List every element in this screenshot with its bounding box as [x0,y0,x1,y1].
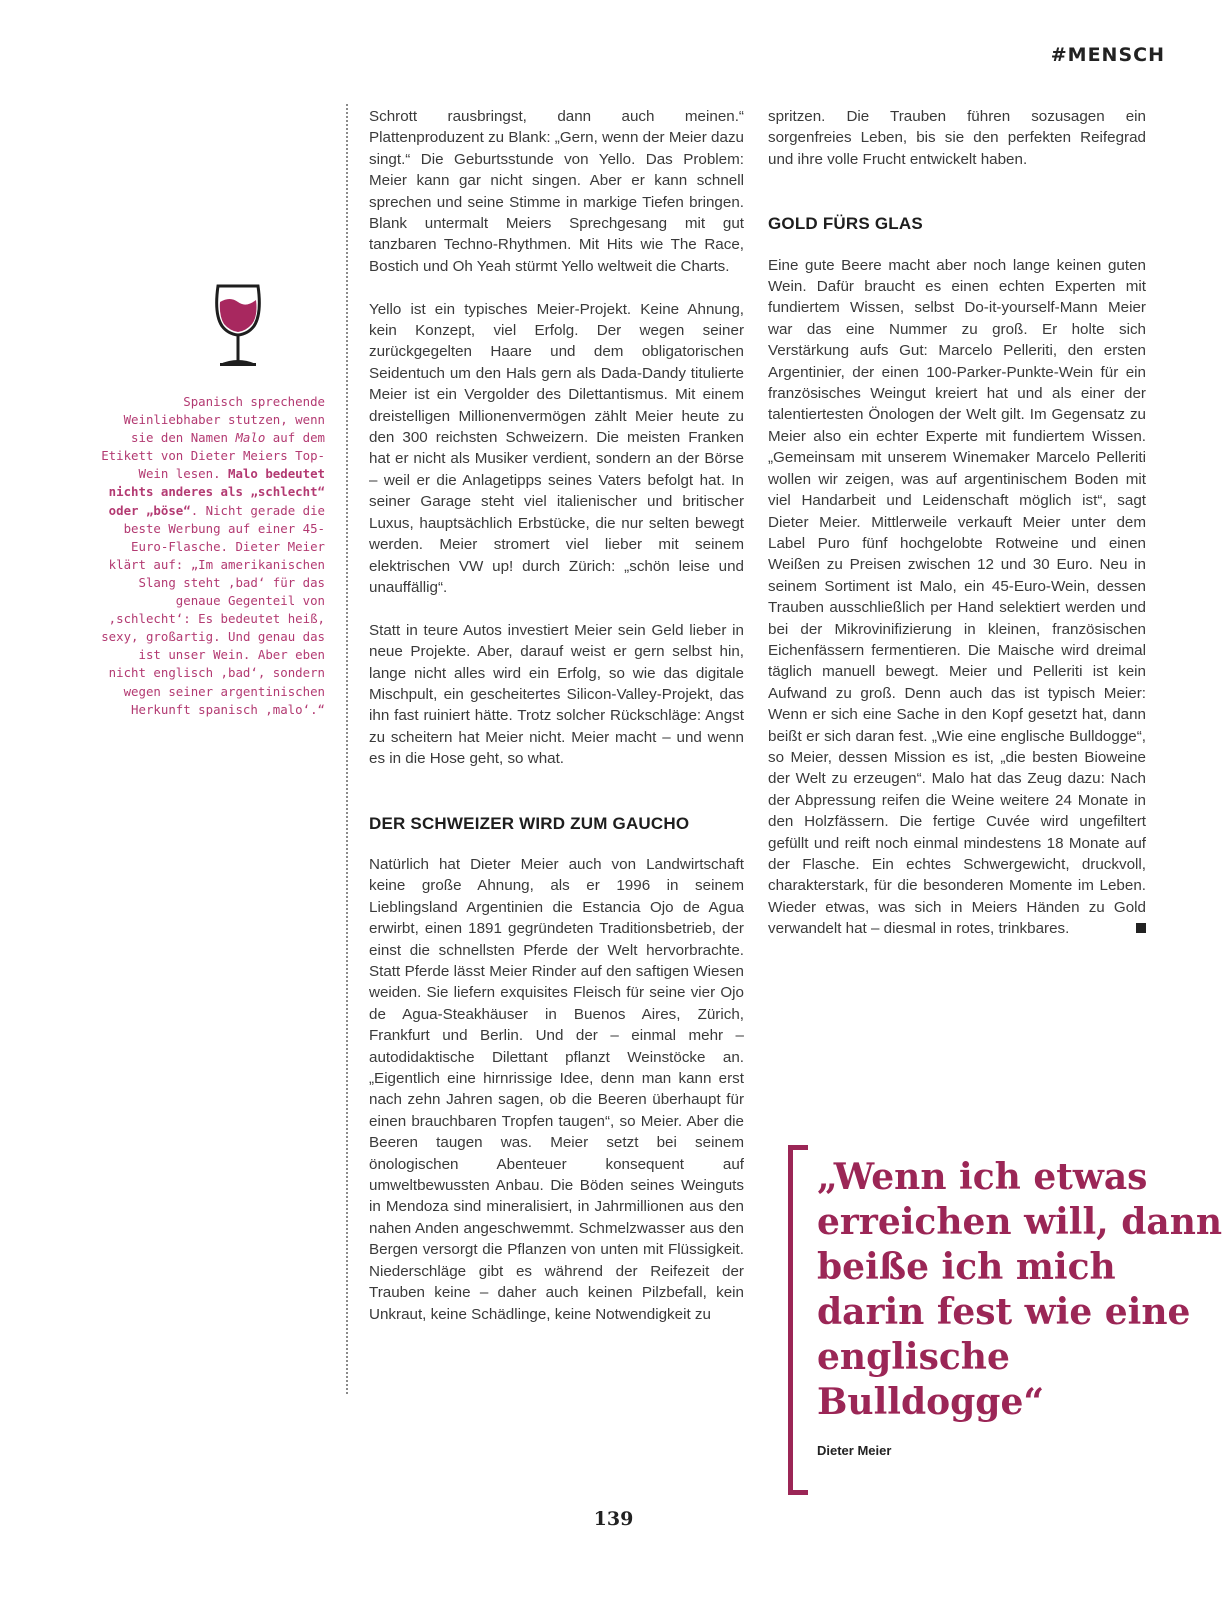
subheading: GOLD FÜRS GLAS [768,214,923,234]
subheading: DER SCHWEIZER WIRD ZUM GAUCHO [369,813,690,833]
pull-quote-text: „Wenn ich etwas erreichen will, dann beiße ich mich darin fest wie eine englische Bulldogge“ [817,1156,1223,1423]
pull-quote-author: Dieter Meier [817,1443,892,1458]
paragraph: Eine gute Beere macht aber noch lange keinen guten Wein. Dafür braucht es einen echten Experten mit fundiertem Wissen, selbst Do-it-yourself-Mann Meier war das eine Nummer zu groß. Er holte sich Verstärkung aufs Gut: Marcelo Pelleriti, den ersten Argentinier, der einen 100-Parker-Punkte-Wein für ein französisches Weingut kreiert hat und als einer der talentiertesten Önologen der Welt gilt. Im Gegensatz zu Meier also ein echter Experte mit fundiertem Wissen. „Gemeinsam mit unserem Winemaker Marcelo Pelleriti wollen wir zeigen, was auf argentinischem Boden mit viel Handarbeit und Leidenschaft möglich ist“, sagt Dieter Meier. Mittlerweile verkauft Meier unter dem Label Puro fünf hochgelobte Rotweine und einen Weißen zu Preisen zwischen 12 und 30 Euro. Neu in seinem Sortiment ist Malo, ein 45-Euro-Wein, dessen Trauben ausschließlich per Hand selektiert werden und bei der Mikrovinifizierung in kleinen, französischen Eichenfässern fermentieren. Die Maische wird dreimal täglich manuell bewegt. Meier und Pelleriti ist kein Aufwand zu groß. Denn auch das ist typisch Meier: Wenn er sich eine Sache in den Kopf gesetzt hat, dann beißt er sich daran fest. „Wie eine englische Bulldogge“, so Meier, dessen Mission es ist, „die besten Bioweine der Welt zu erzeugen“. Malo hat das Zeug dazu: Nach der Abpressung reifen die Weine weitere 24 Monate in den Holzfässern. Die fertige Cuvée wird ungefiltert gefüllt und reift noch einmal mindestens 18 Monate auf der Flasche. Ein echtes Schwergewicht, druckvoll, charakterstark, für die besonderen Momente im Leben. Wieder etwas, was sich in Meiers Händen zu Gold verwandelt hat – diesmal in rotes, trinkbares. [768,256,1146,938]
sidebar-text: Spanisch sprechende Weinliebhaber stutzen, wenn sie den Namen Malo auf dem Etikett von Dieter Meiers Top-Wein lesen. Malo bedeutet nichts anderes als „schlecht“ oder „böse“. Nicht gerade die beste Werbung auf einer 45-Euro-Flasche. Dieter Meier klärt auf: „Im amerikanischen Slang steht ‚bad‘ für das genaue Gegenteil von ‚schlecht‘: Es bedeutet heiß, sexy, großartig. Und genau das ist unser Wein. Aber eben nicht englisch ‚bad‘, sondern wegen seiner argentinischen Herkunft spanisch ‚malo‘.“ [101,394,325,717]
paragraph: Yello ist ein typisches Meier-Projekt. Keine Ahnung, kein Konzept, viel Erfolg. Der wegen seiner zurückgegelten Haare und dem obligatorischen Seidentuch um den Hals gern als Dada-Dandy titulierte Meier ist ein Vergolder des Dilettantismus. Mit einem dreistelligen Millionenvermögen zählt Meier heute zu den 300 reichsten Schweizern. Die meisten Franken hat er nicht als Musiker verdient, sondern an der Börse – weil er die Anlagetipps seines Vaters befolgt hat. In seiner Garage steht viel italienischer und britischer Luxus, hauptsächlich Erbstücke, die nur selten bewegt werden. Meier stromert viel lieber mit seinem elektrischen VW up! durch Zürich: „schön leise und unauffällig“. [369,300,744,596]
paragraph: spritzen. Die Trauben führen sozusagen ein sorgenfreies Leben, bis sie den perfekten Reifegrad und ihre volle Frucht entwickelt haben. [768,108,1146,168]
column-divider [346,104,348,1394]
sidebar-note [100,393,325,719]
wine-glass-icon [212,284,264,368]
paragraph: Schrott rausbringst, dann auch meinen.“ Plattenproduzent zu Blank: „Gern, wenn der Meier dazu singt.“ Die Geburtsstunde von Yello. Das Problem: Meier kann gar nicht singen. Aber er kann schnell sprechen und seine Stimme in markige Tiefen bringen. Blank untermalt Meiers Sprechgesang mit gut tanzbaren Techno-Rhythmen. Mit Hits wie The Race, Bostich und Oh Yeah stürmt Yello weltweit die Charts. [369,108,744,275]
middle-column [369,106,744,1325]
end-square-icon [1136,923,1146,933]
pull-quote [788,1145,1227,1495]
paragraph: Natürlich hat Dieter Meier auch von Landwirtschaft keine große Ahnung, als er 1996 in seinem Lieblingsland Argentinien die Estancia Ojo de Agua erwirbt, einen 1891 gegründeten Traditionsbetrieb, der einst die schnellsten Pferde der Welt hervorbrachte. Statt Pferde lässt Meier Rinder auf den saftigen Wiesen weiden. Sie liefern exquisites Fleisch für seine vier Ojo de Agua-Steakhäuser in Buenos Aires, Zürich, Frankfurt und Berlin. Und der – einmal mehr – autodidaktische Dilettant pflanzt Weinstöcke an. „Eigentlich eine hirnrissige Idee, denn man kann erst nach zehn Jahren sagen, ob die Beeren überhaupt für einen brauchbaren Tropfen taugen“, so Meier. Aber die Beeren taugen was. Meier setzt bei seinem önologischen Abenteuer konsequent auf umweltbewussten Anbau. Die Böden seines Weinguts in Mendoza sind mineralisiert, in Jahrmillionen aus den nahen Anden angeschwemmt. Schmelzwasser aus den Bergen versorgt die Pflanzen von unten mit Flüssigkeit. Niederschläge gibt es während der Reifezeit der Trauben keine – daher auch keinen Pilzbefall, kein Unkraut, keine Schädlinge, keine Notwendigkeit zu [369,855,744,1323]
paragraph: Statt in teure Autos investiert Meier sein Geld lieber in neue Projekte. Aber, darauf weist er gern selbst hin, lange nicht alles wird ein Erfolg, so wie das digitale Mischpult, ein gescheitertes Silicon-Valley-Projekt, das ihn fast ruiniert hätte. Trotz solcher Rückschläge: Angst zu scheitern hat Meier nicht. Meier macht – und wenn es in die Hose geht, so what. [369,621,744,768]
section-tag: #MENSCH [1050,44,1165,66]
right-column [768,106,1146,940]
page-number: 139 [593,1508,634,1530]
